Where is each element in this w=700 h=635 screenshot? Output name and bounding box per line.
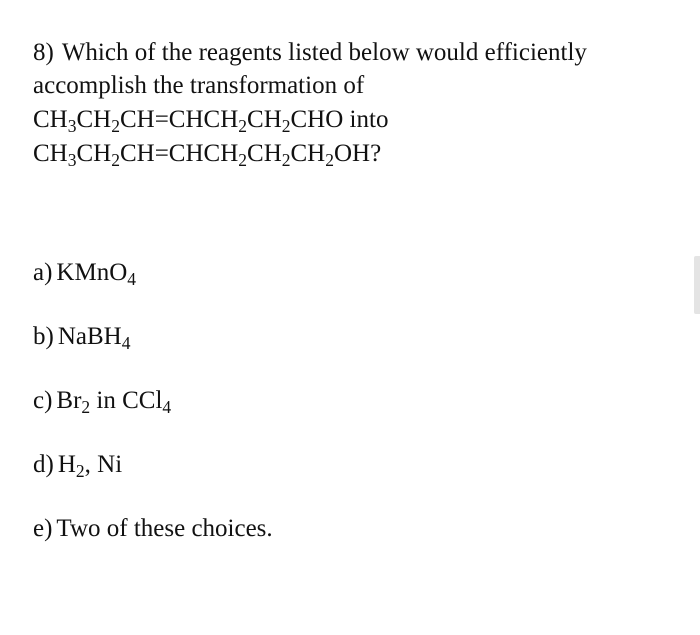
choice-subscript: 2 [81,396,91,417]
choice-subscript: 4 [127,268,137,289]
answer-choices [33,258,273,578]
formula-part: OH? [333,140,382,167]
choice-letter: b) [33,323,54,350]
choice-text: KMnO [56,259,128,286]
formula-subscript: 2 [325,149,334,170]
choice-c[interactable] [33,386,273,416]
formula-part: CH [76,106,112,133]
formula-subscript: 2 [281,115,291,136]
formula-part: CH [33,140,68,167]
choice-text: in CCl [90,387,163,414]
formula-part: CH [247,106,282,133]
into-word: into [349,106,389,133]
choice-a[interactable] [33,258,273,288]
question-line-1 [33,36,673,69]
question-number: 8) [33,39,54,66]
choice-text: , Ni [84,451,123,478]
choice-subscript: 4 [121,332,131,353]
choice-letter: a) [33,259,53,286]
formula-subscript: 3 [67,149,77,170]
formula-part: CH [247,140,282,167]
choice-text: NaBH [57,323,122,350]
formula-subscript: 2 [238,115,248,136]
choice-d[interactable] [33,450,273,480]
formula-subscript: 3 [67,115,77,136]
formula-part: CH=CHCH [119,140,239,167]
end-formula [33,137,673,170]
formula-part: CHO [290,106,344,133]
start-formula [33,103,673,136]
question-text-1: Which of the reagents listed below would efficiently [61,39,587,66]
choice-letter: c) [33,387,53,414]
choice-letter: e) [33,515,53,542]
choice-subscript: 2 [75,460,85,481]
choice-subscript: 4 [162,396,172,417]
formula-part: CH [76,140,112,167]
choice-text: Br [56,387,82,414]
formula-subscript: 2 [111,149,120,170]
question-line-2: accomplish the transformation of [33,72,365,99]
formula-subscript: 2 [281,149,291,170]
formula-subscript: 2 [111,115,120,136]
formula-part: CH [33,106,68,133]
formula-part: CH=CHCH [119,106,239,133]
choice-b[interactable] [33,322,273,352]
page-edge-marker [694,256,700,314]
formula-subscript: 2 [238,149,248,170]
formula-part: CH [290,140,326,167]
choice-text: Two of these choices. [56,515,273,542]
choice-e[interactable] [33,514,273,544]
question-block [33,36,673,170]
choice-text: H [57,451,76,478]
choice-letter: d) [33,451,54,478]
